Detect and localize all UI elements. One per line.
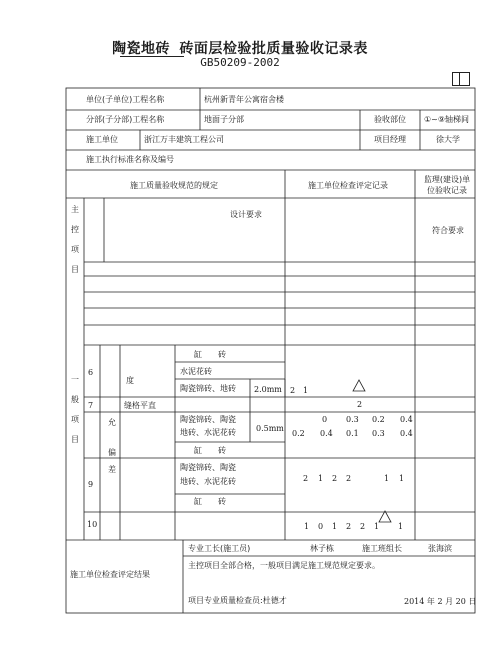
allowable-deviation-1: 允 <box>108 418 116 427</box>
main-control-label: 主控项目 <box>71 205 79 274</box>
foreman-name: 林子栋 <box>310 544 334 553</box>
row10-value-3: 1 <box>332 522 338 531</box>
title-part-2: 砖面层检验批质量验收记录表 <box>179 41 368 57</box>
row10-value-4: 2 <box>346 522 352 531</box>
row9-value-2: 1 <box>318 474 324 483</box>
row9-value-4: 2 <box>346 474 352 483</box>
conclusion-label: 施工单位检查评定结果 <box>70 570 150 579</box>
deviation-marker-icon <box>352 377 366 396</box>
tile-type-a: 缸 砖 <box>194 350 226 359</box>
spec-column-header: 施工质量验收规范的规定 <box>130 181 218 190</box>
project-manager-label: 项目经理 <box>374 135 406 144</box>
tile-type-f1: 陶瓷锦砖、陶瓷 <box>180 463 236 472</box>
row6-value-2: 1 <box>303 386 309 395</box>
row8-bottom-4: 0.3 <box>372 429 385 438</box>
tolerance-05mm: 0.5mm <box>256 424 284 433</box>
row8-bottom-5: 0.4 <box>400 429 413 438</box>
inspector-signature: 项目专业质量检查员:杜德才 <box>188 596 287 605</box>
row9-value-6: 1 <box>399 474 405 483</box>
row9-value-1: 2 <box>303 474 309 483</box>
allowable-deviation-2: 偏 <box>108 448 116 457</box>
row8-bottom-3: 0.1 <box>346 429 359 438</box>
title-part-1: 陶瓷地砖 <box>112 41 171 57</box>
unit-project-value: 杭州新青年公寓宿舍楼 <box>204 95 284 104</box>
row-9-number: 9 <box>88 480 94 489</box>
row6-extra-value: 2 <box>357 400 363 409</box>
row10-value-7: 1 <box>398 522 404 531</box>
row8-top-4: 0.4 <box>400 415 413 424</box>
row8-bottom-2: 0.4 <box>320 429 333 438</box>
allowable-deviation-3: 差 <box>108 465 116 474</box>
sub-project-value: 地面子分部 <box>204 115 244 124</box>
tile-type-b: 水泥花砖 <box>180 367 212 376</box>
row9-value-5: 1 <box>384 474 390 483</box>
tile-type-c: 陶瓷锦砖、地砖 <box>180 384 236 393</box>
deviation-marker-icon-2 <box>378 508 392 527</box>
tile-type-d2: 地砖、水泥花砖 <box>180 428 236 437</box>
row-7-number: 7 <box>88 401 94 410</box>
row8-bottom-1: 0.2 <box>292 429 305 438</box>
tolerance-2mm: 2.0mm <box>254 385 282 394</box>
row10-value-6: 1 <box>374 522 380 531</box>
row8-top-3: 0.2 <box>372 415 385 424</box>
tile-type-g: 缸 砖 <box>194 497 226 506</box>
tile-type-f2: 地砖、水泥花砖 <box>180 477 236 486</box>
tile-type-e: 缸 砖 <box>194 446 226 455</box>
team-leader-name: 张海滨 <box>428 544 452 553</box>
contractor-column-header: 施工单位检查评定记录 <box>308 181 388 190</box>
team-leader-label: 施工班组长 <box>362 544 402 553</box>
foreman-label: 专业工长(施工员) <box>188 544 251 553</box>
row-6-number: 6 <box>88 368 94 377</box>
seam-flatness-label: 缝格平直 <box>124 401 156 410</box>
unit-project-label: 单位(子单位)工程名称 <box>86 95 165 104</box>
tile-type-d1: 陶瓷锦砖、陶瓷 <box>180 415 236 424</box>
row8-top-2: 0.3 <box>346 415 359 424</box>
sign-date: 2014 年 2 月 20 日 <box>404 597 477 606</box>
project-manager-value: 徐大学 <box>436 135 460 144</box>
row-10-number: 10 <box>87 520 98 529</box>
row9-value-3: 2 <box>332 474 338 483</box>
standard-label: 施工执行标准名称及编号 <box>86 155 174 164</box>
row6-value-1: 2 <box>290 386 296 395</box>
sub-project-label: 分部(子分部)工程名称 <box>86 115 165 124</box>
design-requirement: 设计要求 <box>230 210 262 219</box>
row10-value-5: 2 <box>360 522 366 531</box>
supervisor-column-header: 监理(建设)单位验收记录 <box>423 175 471 195</box>
row10-value-2: 0 <box>318 522 324 531</box>
inspection-part-label: 验收部位 <box>374 115 406 124</box>
flatness-label: 度 <box>126 376 134 385</box>
row8-top-1: 0 <box>322 415 328 424</box>
row10-value-1: 1 <box>304 522 310 531</box>
standard-code: GB50209-2002 <box>200 56 280 69</box>
construction-unit-value: 浙江万丰建筑工程公司 <box>144 135 224 144</box>
general-items-label: 一般项目 <box>71 375 79 444</box>
inspection-part-value: ①~⑨轴梯间 <box>424 115 470 124</box>
conclusion-text: 主控项目全部合格，一般项目满足施工规范规定要求。 <box>188 561 380 570</box>
construction-unit-label: 施工单位 <box>86 135 118 144</box>
conforms-text: 符合要求 <box>432 226 464 235</box>
